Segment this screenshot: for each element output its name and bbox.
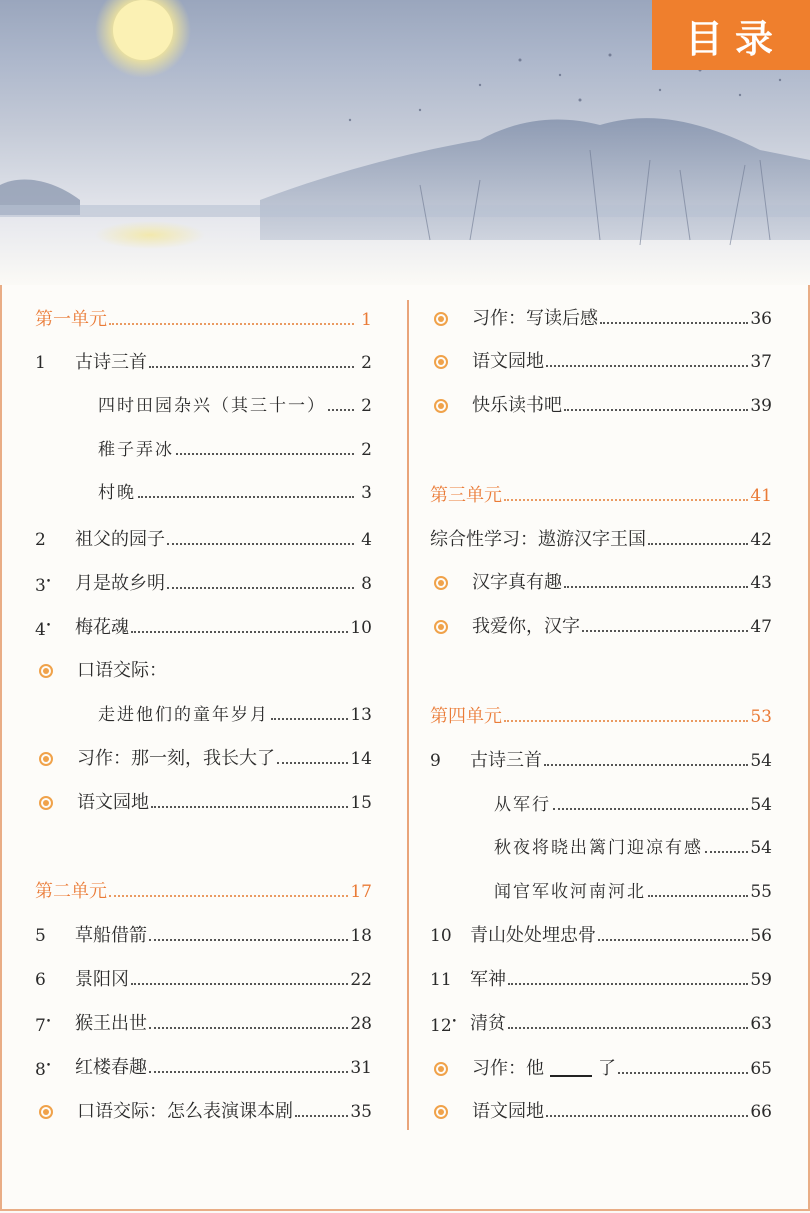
page-number: 54 bbox=[750, 838, 772, 858]
toc-entry[interactable] bbox=[494, 789, 772, 821]
entry-title: 口语交际：怎么表演课本剧 bbox=[77, 1101, 293, 1122]
double-circle-bullet-icon bbox=[434, 355, 448, 369]
lesson-number-text: 5 bbox=[35, 926, 46, 946]
page-number: 3 bbox=[361, 483, 372, 503]
leader-dots bbox=[553, 808, 748, 810]
leader-dots bbox=[618, 1072, 748, 1074]
entry-title: 月是故乡明 bbox=[75, 573, 165, 594]
toc-entry[interactable] bbox=[35, 655, 372, 687]
leader-dots bbox=[564, 586, 748, 588]
toc-entry[interactable] bbox=[430, 1053, 772, 1085]
entry-title: 闻官军收河南河北 bbox=[494, 882, 646, 902]
leader-dots bbox=[167, 543, 354, 545]
leader-dots bbox=[271, 718, 348, 720]
entry-title: 清贫 bbox=[470, 1013, 506, 1034]
entry-title: 综合性学习：遨游汉字王国 bbox=[430, 529, 646, 550]
toc-entry[interactable] bbox=[430, 346, 772, 378]
toc-unit-heading[interactable] bbox=[35, 304, 372, 336]
lesson-number bbox=[35, 566, 75, 602]
entry-title: 语文园地 bbox=[472, 1101, 544, 1122]
fill-in-blank-line bbox=[550, 1061, 592, 1077]
entry-title: 草船借箭 bbox=[75, 925, 147, 946]
toc-entry[interactable] bbox=[35, 347, 372, 379]
entry-title: 梅花魂 bbox=[75, 617, 129, 638]
leader-dots bbox=[544, 764, 748, 766]
toc-entry[interactable] bbox=[98, 477, 372, 509]
page-number: 42 bbox=[750, 530, 772, 550]
double-circle-bullet-icon bbox=[39, 796, 53, 810]
leader-dots bbox=[546, 365, 748, 367]
toc-unit-heading[interactable] bbox=[430, 701, 772, 733]
entry-title: 稚子弄冰 bbox=[98, 440, 174, 460]
entry-title: 青山处处埋忠骨 bbox=[470, 925, 596, 946]
lesson-number bbox=[430, 964, 470, 996]
page-number: 35 bbox=[350, 1102, 372, 1122]
toc-entry[interactable] bbox=[430, 1008, 772, 1040]
toc-title: 目录 bbox=[652, 0, 810, 70]
page-number: 37 bbox=[750, 352, 772, 372]
toc-entry[interactable] bbox=[494, 876, 772, 908]
entry-title: 习作：他 bbox=[472, 1058, 544, 1079]
leader-dots bbox=[648, 895, 748, 897]
lesson-number-text: 3 bbox=[35, 576, 46, 596]
toc-entry[interactable] bbox=[35, 1008, 372, 1040]
page-number: 8 bbox=[361, 574, 372, 594]
double-circle-bullet-icon bbox=[434, 576, 448, 590]
leader-dots bbox=[508, 983, 748, 985]
entry-title: 古诗三首 bbox=[470, 750, 542, 771]
page-number: 66 bbox=[750, 1102, 772, 1122]
page-number: 2 bbox=[361, 353, 372, 373]
entry-title: 汉字真有趣 bbox=[472, 572, 562, 593]
leader-dots bbox=[504, 720, 748, 722]
leader-dots bbox=[504, 499, 748, 501]
toc-entry[interactable] bbox=[35, 787, 372, 819]
toc-entry[interactable] bbox=[430, 524, 772, 556]
page-number: 43 bbox=[750, 573, 772, 593]
double-circle-bullet-icon bbox=[39, 664, 53, 678]
leader-dots bbox=[546, 1115, 748, 1117]
page-number: 36 bbox=[750, 309, 772, 329]
lesson-number-text: 12 bbox=[430, 1016, 452, 1036]
leader-dots bbox=[109, 323, 354, 325]
lesson-number-text: 2 bbox=[35, 530, 46, 550]
lesson-number bbox=[35, 610, 75, 646]
leader-dots bbox=[167, 587, 354, 589]
lesson-number-text: 1 bbox=[35, 353, 46, 373]
leader-dots bbox=[508, 1027, 748, 1029]
entry-title: 走进他们的童年岁月 bbox=[98, 705, 269, 725]
leader-dots bbox=[149, 366, 354, 368]
toc-entry[interactable] bbox=[35, 568, 372, 600]
column-divider bbox=[407, 300, 409, 1130]
leader-dots bbox=[138, 496, 354, 498]
toc-entry[interactable] bbox=[98, 390, 372, 422]
page-number: 54 bbox=[750, 795, 772, 815]
entry-title: 村晚 bbox=[98, 483, 136, 503]
entry-title-suffix: 了 bbox=[598, 1058, 616, 1079]
entry-title: 从军行 bbox=[494, 795, 551, 815]
page-number: 17 bbox=[350, 882, 372, 902]
toc-unit-heading[interactable] bbox=[35, 876, 372, 908]
double-circle-bullet-icon bbox=[434, 399, 448, 413]
lesson-number bbox=[35, 1006, 75, 1042]
leader-dots bbox=[295, 1115, 348, 1117]
entry-title: 我爱你，汉字 bbox=[472, 616, 580, 637]
leader-dots bbox=[705, 851, 748, 853]
page-number: 39 bbox=[750, 396, 772, 416]
page-number: 65 bbox=[750, 1059, 772, 1079]
leader-dots bbox=[109, 895, 348, 897]
toc-entry[interactable] bbox=[430, 390, 772, 422]
entry-title: 猴王出世 bbox=[75, 1013, 147, 1034]
double-circle-bullet-icon bbox=[434, 1062, 448, 1076]
toc-entry[interactable] bbox=[430, 567, 772, 599]
toc-entry[interactable] bbox=[430, 745, 772, 777]
lesson-number bbox=[430, 1006, 470, 1042]
entry-title: 第一单元 bbox=[35, 309, 107, 330]
leader-dots bbox=[277, 762, 348, 764]
page-number: 55 bbox=[750, 882, 772, 902]
lesson-number bbox=[35, 964, 75, 996]
entry-title: 第三单元 bbox=[430, 485, 502, 506]
lesson-number-text: 10 bbox=[430, 926, 452, 946]
double-circle-bullet-icon bbox=[434, 1105, 448, 1119]
page-number: 2 bbox=[361, 396, 372, 416]
page-number: 15 bbox=[350, 793, 372, 813]
lesson-number bbox=[430, 745, 470, 777]
toc-entry[interactable] bbox=[430, 920, 772, 952]
entry-title: 语文园地 bbox=[77, 792, 149, 813]
lesson-number-text: 11 bbox=[430, 970, 452, 990]
entry-title: 红楼春趣 bbox=[75, 1057, 147, 1078]
leader-dots bbox=[564, 409, 748, 411]
entry-title: 语文园地 bbox=[472, 351, 544, 372]
double-circle-bullet-icon bbox=[434, 620, 448, 634]
lesson-number bbox=[35, 920, 75, 952]
page-number: 18 bbox=[350, 926, 372, 946]
page-number: 54 bbox=[750, 751, 772, 771]
toc-entry[interactable] bbox=[35, 743, 372, 775]
entry-title: 第二单元 bbox=[35, 881, 107, 902]
self-study-mark: • bbox=[45, 1061, 52, 1071]
page-number: 53 bbox=[750, 707, 772, 727]
leader-dots bbox=[149, 939, 348, 941]
double-circle-bullet-icon bbox=[434, 312, 448, 326]
page-number: 2 bbox=[361, 440, 372, 460]
entry-title: 秋夜将晓出篱门迎凉有感 bbox=[494, 838, 703, 858]
leader-dots bbox=[176, 453, 354, 455]
self-study-mark: • bbox=[45, 577, 52, 587]
page-number: 13 bbox=[350, 705, 372, 725]
toc-entry[interactable] bbox=[35, 612, 372, 644]
lesson-number bbox=[430, 920, 470, 952]
toc-unit-heading[interactable] bbox=[430, 480, 772, 512]
leader-dots bbox=[149, 1027, 348, 1029]
page-number: 47 bbox=[750, 617, 772, 637]
page-number: 63 bbox=[750, 1014, 772, 1034]
toc-entry[interactable] bbox=[35, 1096, 372, 1128]
self-study-mark: • bbox=[451, 1017, 457, 1027]
toc-entry[interactable] bbox=[494, 832, 772, 864]
leader-dots bbox=[598, 939, 748, 941]
entry-title: 景阳冈 bbox=[75, 969, 129, 990]
toc-entry[interactable] bbox=[430, 303, 772, 335]
leader-dots bbox=[600, 322, 748, 324]
entry-title: 第四单元 bbox=[430, 706, 502, 727]
lesson-number bbox=[35, 524, 75, 556]
self-study-mark: • bbox=[45, 1017, 52, 1027]
page-number: 4 bbox=[361, 530, 372, 550]
page-number: 14 bbox=[350, 749, 372, 769]
page-number: 59 bbox=[750, 970, 772, 990]
entry-title: 口语交际： bbox=[77, 660, 167, 681]
page-number: 31 bbox=[350, 1058, 372, 1078]
entry-title: 军神 bbox=[470, 969, 506, 990]
entry-title: 习作：写读后感 bbox=[472, 308, 598, 329]
entry-title: 快乐读书吧 bbox=[472, 395, 562, 416]
lesson-number-text: 4 bbox=[35, 620, 46, 640]
leader-dots bbox=[648, 543, 748, 545]
leader-dots bbox=[149, 1071, 348, 1073]
entry-title: 祖父的园子 bbox=[75, 529, 165, 550]
toc-entry[interactable] bbox=[35, 1052, 372, 1084]
lesson-number-text: 6 bbox=[35, 970, 46, 990]
toc-entry[interactable] bbox=[98, 434, 372, 466]
toc-entry[interactable] bbox=[430, 611, 772, 643]
toc-entry[interactable] bbox=[430, 1096, 772, 1128]
page-number: 28 bbox=[350, 1014, 372, 1034]
entry-title: 四时田园杂兴（其三十一） bbox=[98, 396, 326, 416]
lesson-number bbox=[35, 1050, 75, 1086]
page-number: 10 bbox=[350, 618, 372, 638]
page-number: 22 bbox=[350, 970, 372, 990]
toc-entry[interactable] bbox=[35, 964, 372, 996]
lesson-number-text: 9 bbox=[430, 751, 441, 771]
leader-dots bbox=[582, 630, 748, 632]
toc-entry[interactable] bbox=[35, 524, 372, 556]
lesson-number bbox=[35, 347, 75, 379]
toc-entry[interactable] bbox=[430, 964, 772, 996]
page-number: 41 bbox=[750, 486, 772, 506]
leader-dots bbox=[131, 983, 348, 985]
double-circle-bullet-icon bbox=[39, 1105, 53, 1119]
page-number: 56 bbox=[750, 926, 772, 946]
double-circle-bullet-icon bbox=[39, 752, 53, 766]
toc-entry[interactable] bbox=[98, 699, 372, 731]
leader-dots bbox=[151, 806, 348, 808]
leader-dots bbox=[131, 631, 348, 633]
self-study-mark: • bbox=[45, 621, 52, 631]
page-number: 1 bbox=[361, 310, 372, 330]
toc-entry[interactable] bbox=[35, 920, 372, 952]
leader-dots bbox=[328, 409, 354, 411]
lesson-number-text: 7 bbox=[35, 1016, 46, 1036]
entry-title: 古诗三首 bbox=[75, 352, 147, 373]
lesson-number-text: 8 bbox=[35, 1060, 46, 1080]
entry-title: 习作：那一刻，我长大了 bbox=[77, 748, 275, 769]
